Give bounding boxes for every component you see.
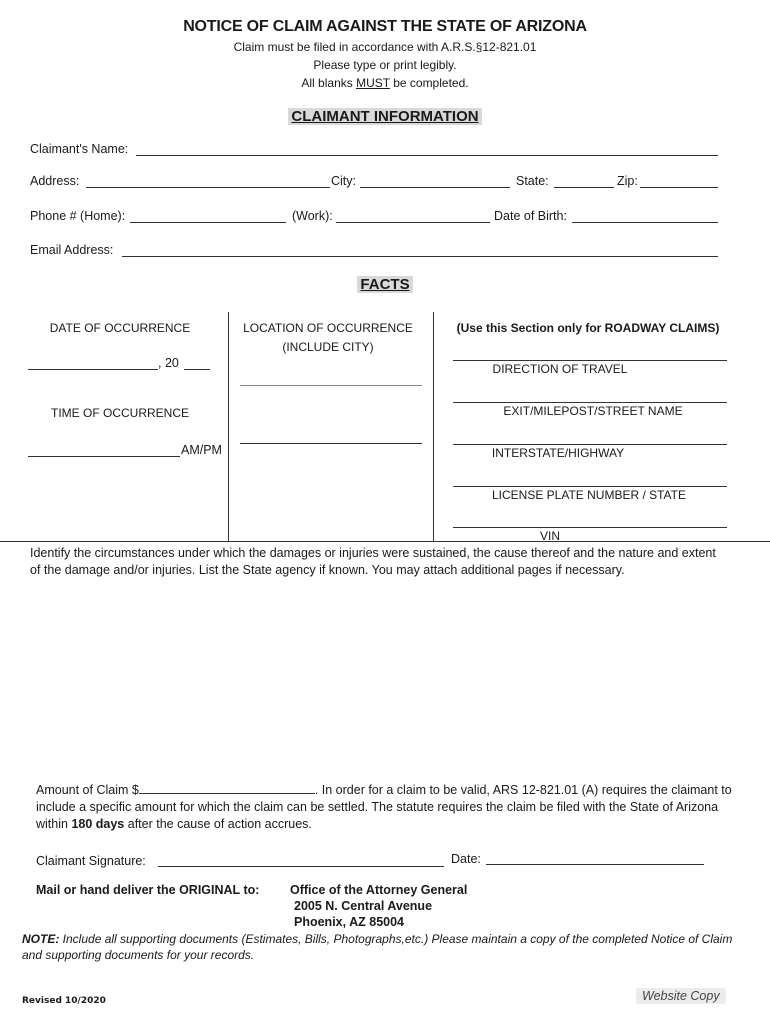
phone-work-field[interactable] bbox=[336, 222, 490, 223]
state-field[interactable] bbox=[554, 187, 614, 188]
city-field[interactable] bbox=[360, 187, 510, 188]
vin-field[interactable] bbox=[453, 527, 727, 528]
circumstances-textarea[interactable] bbox=[30, 600, 730, 770]
location-field-2[interactable] bbox=[240, 443, 422, 444]
form-title: NOTICE OF CLAIM AGAINST THE STATE OF ARIZONA bbox=[183, 18, 587, 35]
interstate-field[interactable] bbox=[453, 444, 727, 445]
zip-field[interactable] bbox=[640, 187, 718, 188]
time-of-occurrence-label: TIME OF OCCURRENCE bbox=[51, 406, 189, 420]
exit-label: EXIT/MILEPOST/STREET NAME bbox=[503, 404, 683, 418]
location-sub-label: (INCLUDE CITY) bbox=[282, 340, 374, 354]
email-label: Email Address: bbox=[30, 243, 114, 257]
circumstances-instructions: Identify the circumstances under which the damages or injuries were sustained, the cause thereof and the nature and extent of the damage and/or injuries. List the State agency if known. You may attach additional pages if necessary. bbox=[30, 546, 716, 577]
direction-label: DIRECTION OF TRAVEL bbox=[492, 362, 628, 376]
vin-label: VIN bbox=[539, 529, 560, 543]
mail-street: 2005 N. Central Avenue bbox=[294, 899, 433, 913]
state-label: State: bbox=[516, 174, 549, 188]
dob-field[interactable] bbox=[572, 222, 718, 223]
email-field[interactable] bbox=[122, 256, 718, 257]
ampm-label: AM/PM bbox=[181, 443, 222, 457]
dob-label: Date of Birth: bbox=[494, 209, 567, 223]
location-field-1[interactable] bbox=[240, 385, 422, 386]
time-of-occurrence-field[interactable] bbox=[28, 456, 180, 457]
blanks-note: All blanks MUST be completed. bbox=[301, 76, 469, 90]
year-field[interactable] bbox=[184, 369, 210, 370]
signature-date-field[interactable] bbox=[486, 864, 704, 865]
plate-field[interactable] bbox=[453, 486, 727, 487]
interstate-label: INTERSTATE/HIGHWAY bbox=[491, 446, 625, 460]
statute-note: Claim must be filed in accordance with A.R.S.§12-821.01 bbox=[233, 40, 537, 54]
mail-office: Office of the Attorney General bbox=[290, 883, 468, 897]
revised-date: Revised 10/2020 bbox=[22, 996, 106, 1006]
city-label: City: bbox=[331, 174, 356, 188]
facts-heading: FACTS bbox=[0, 276, 770, 293]
claimant-name-field[interactable] bbox=[136, 155, 718, 156]
facts-divider-left bbox=[228, 312, 229, 542]
facts-bottom-rule bbox=[0, 541, 770, 542]
facts-divider-right bbox=[433, 312, 434, 542]
location-label: LOCATION OF OCCURRENCE bbox=[243, 321, 413, 335]
signature-label: Claimant Signature: bbox=[36, 854, 146, 868]
legibility-note: Please type or print legibly. bbox=[313, 58, 457, 72]
address-field[interactable] bbox=[86, 187, 330, 188]
signature-field[interactable] bbox=[158, 866, 444, 867]
zip-label: Zip: bbox=[617, 174, 638, 188]
address-label: Address: bbox=[30, 174, 80, 188]
direction-field[interactable] bbox=[453, 360, 727, 361]
amount-field[interactable] bbox=[139, 782, 315, 794]
website-copy-stamp: Website Copy bbox=[636, 988, 726, 1004]
amount-of-claim-paragraph: Amount of Claim $ . In order for a claim to be valid, ARS 12-821.01 (A) requires the claimant to include a specific amount for which the claim can be settled. The statute requires the claim be filed with the State of Arizona within 180 days after the cause of action accrues. bbox=[36, 783, 732, 831]
phone-home-field[interactable] bbox=[130, 222, 286, 223]
exit-field[interactable] bbox=[453, 402, 727, 403]
date-of-occurrence-field[interactable] bbox=[28, 369, 158, 370]
mail-city: Phoenix, AZ 85004 bbox=[294, 915, 404, 929]
claimant-name-label: Claimant's Name: bbox=[30, 142, 129, 156]
date-of-occurrence-label: DATE OF OCCURRENCE bbox=[49, 321, 191, 335]
plate-label: LICENSE PLATE NUMBER / STATE bbox=[491, 488, 687, 502]
mail-label: Mail or hand deliver the ORIGINAL to: bbox=[36, 883, 260, 897]
year-prefix: , 20 bbox=[158, 356, 179, 370]
note-paragraph: NOTE: Include all supporting documents (Estimates, Bills, Photographs,etc.) Please maintain a copy of the completed Notice of Claim and supporting documents for your records. bbox=[22, 932, 733, 962]
phone-home-label: Phone # (Home): bbox=[30, 209, 126, 223]
roadway-claims-label: (Use this Section only for ROADWAY CLAIMS) bbox=[456, 321, 720, 335]
claimant-info-heading: CLAIMANT INFORMATION bbox=[0, 108, 770, 125]
signature-date-label: Date: bbox=[451, 852, 481, 866]
phone-work-label: (Work): bbox=[292, 209, 333, 223]
